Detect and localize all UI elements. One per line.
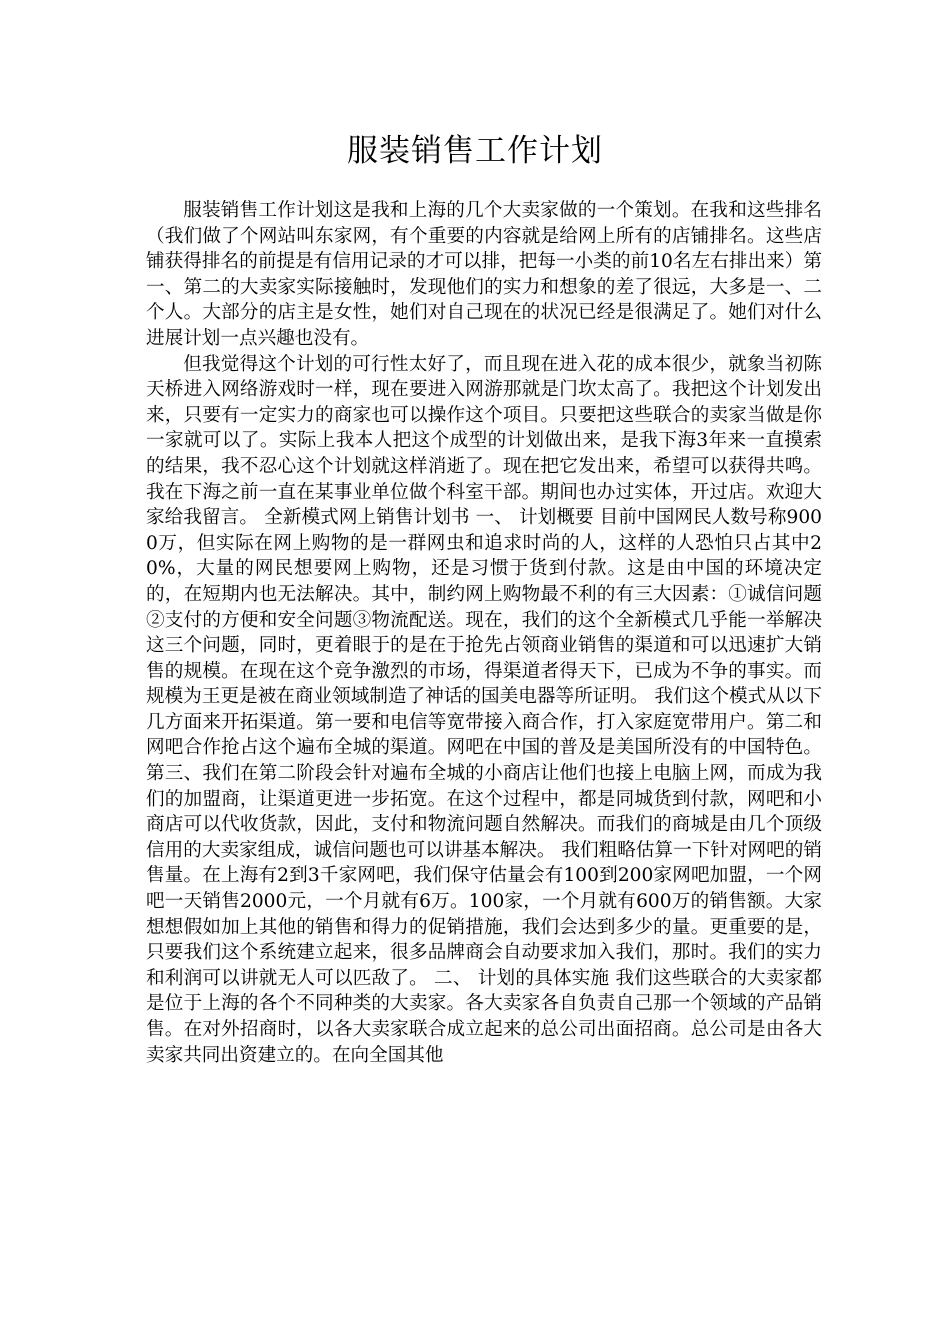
paragraph-2: 但我觉得这个计划的可行性太好了，而且现在进入花的成本很少，就象当初陈天桥进入网络游戏时一样，现在要进入网游那就是门坎太高了。我把这个计划发出来，只要有一定实力的商家也可以操作这个项目。只要把这些联合的卖家当做是你一家就可以了。实际上我本人把这个成型的计划做出来，是我下海3年来一直摸索的结果，我不忍心这个计划就这样消逝了。现在把它发出来，希望可以获得共鸣。我在下海之前一直在某事业单位做个科室干部。期间也办过实体，开过店。欢迎大家给我留言。 全新模式网上销售计划书 一、 计划概要 目前中国网民人数号称9000万，但实际在网上购物的是一群网虫和追求时尚的人，这样的人恐怕只占其中20%，大量的网民想要网上购物，还是习惯于货到付款。这是由中国的环境决定的，在短期内也无法解决。其中，制约网上购物最不利的有三大因素：①诚信问题②支付的方便和安全问题③物流配送。现在，我们的这个全新模式几乎能一举解决这三个问题，同时，更着眼于的是在于抢先占领商业销售的渠道和可以迅速扩大销售的规模。在现在这个竞争激烈的市场，得渠道者得天下，已成为不争的事实。而规模为王更是被在商业领域制造了神话的国美电器等所证明。 我们这个模式从以下几方面来开拓渠道。第一要和电信等宽带接入商合作，打入家庭宽带用户。第二和网吧合作抢占这个遍布全城的渠道。网吧在中国的普及是美国所没有的中国特色。第三、我们在第二阶段会针对遍布全城的小商店让他们也接上电脑上网，而成为我们的加盟商，让渠道更进一步拓宽。在这个过程中，都是同城货到付款，网吧和小商店可以代收货款，因此，支付和物流问题自然解决。而我们的商城是由几个顶级信用的大卖家组成，诚信问题也可以讲基本解决。 我们粗略估算一下针对网吧的销售量。在上海有2到3千家网吧，我们保守估量会有100到200家网吧加盟，一个网吧一天销售2000元，一个月就有6万。100家，一个月就有600万的销售额。大家想想假如加上其他的销售和得力的促销措施，我们会达到多少的量。更重要的是，只要我们这个系统建立起来，很多品牌商会自动要求加入我们，那时。我们的实力和利润可以讲就无人可以匹敌了。 二、 计划的具体实施 我们这些联合的大卖家都是位于上海的各个不同种类的大卖家。各大卖家各自负责自己那一个领域的产品销售。在对外招商时，以各大卖家联合成立起来的总公司出面招商。总公司是由各大卖家共同出资建立的。在向全国其他 (146, 353, 822, 1066)
document-title: 服装销售工作计划 (347, 133, 603, 169)
paragraph-1: 服装销售工作计划这是我和上海的几个大卖家做的一个策划。在我和这些排名（我们做了个网站叫东家网，有个重要的内容就是给网上所有的店铺排名。这些店铺获得排名的前提是有信用记录的才可以排，把每一小类的前10名左右排出来）第一、第二的大卖家实际接触时，发现他们的实力和想象的差了很远，大多是一、二个人。大部分的店主是女性，她们对自己现在的状况已经是很满足了。她们对什么进展计划一点兴趣也没有。 (146, 200, 822, 349)
document-body (146, 198, 822, 1068)
